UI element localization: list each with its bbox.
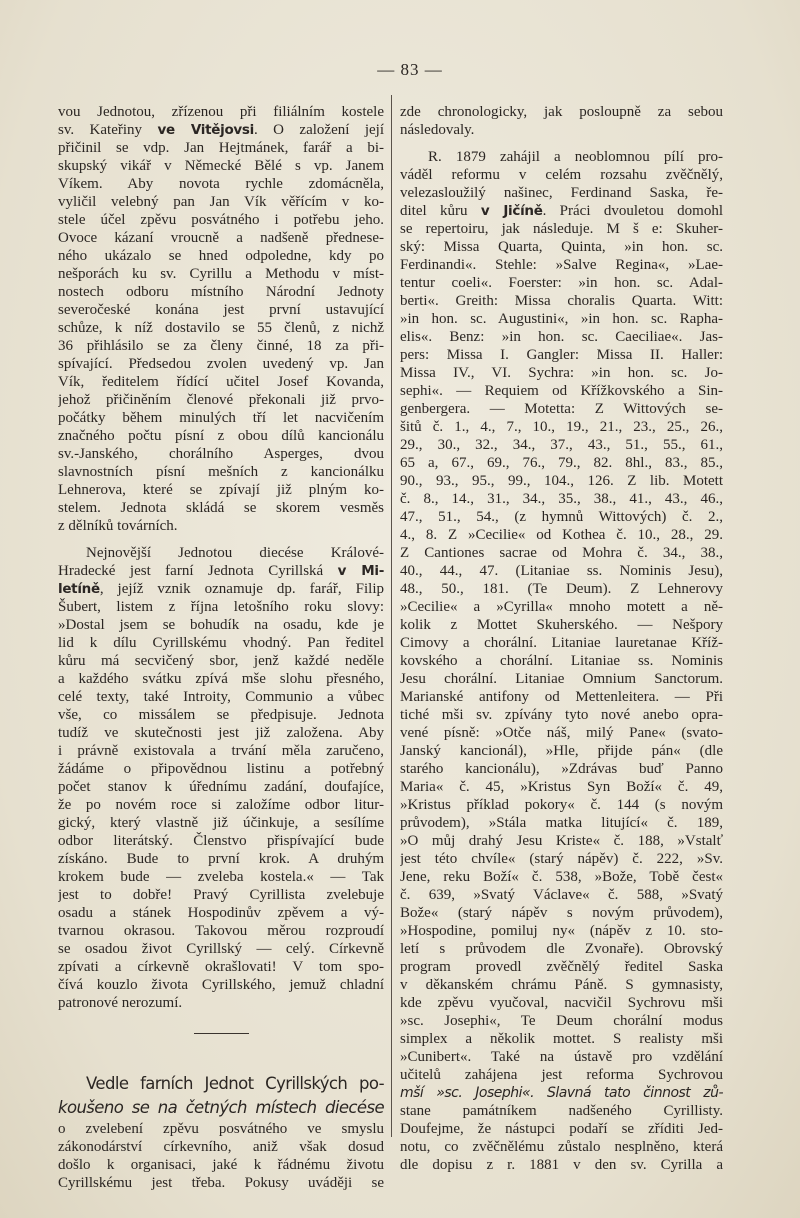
text-line: z dělníků továrních. xyxy=(58,518,178,534)
text-line: jest to dobře! Pravý Cyrillista zvelebuje xyxy=(58,887,384,903)
text-line: 4., 8. Z »Cecilie« od Kothea č. 10., 28., 29. xyxy=(400,527,723,543)
text-line: 36 přihlásilo se za členy činné, 18 za při- xyxy=(58,338,384,354)
text-line xyxy=(58,580,384,598)
text-line: genbergera. — Motetta: Z Wittových se- xyxy=(400,401,723,417)
paragraph xyxy=(58,544,384,1012)
emphasized-place-name: v Jičíně xyxy=(480,203,543,219)
text-line: Nejnovější Jednotou diecése Králové- xyxy=(86,545,384,561)
text-line: simplex a několik mottet. S realisty mši xyxy=(400,1031,723,1047)
text-line: notu, co zvěčnělému zůstalo nesplněno, která xyxy=(400,1139,723,1155)
text-segment: Vedle farních Jednot Cyrillských po- xyxy=(86,1074,384,1093)
text-line: kolik z Mottet Skuherského. — Nešpory xyxy=(400,617,723,633)
text-line: Ovoce kázaní vroucně a nadšeně přednese- xyxy=(58,230,384,246)
text-line: počet stanov k úřednímu zadání, doufajíce, xyxy=(58,779,384,795)
text-segment: . Práci dvouletou domohl xyxy=(542,203,723,219)
text-line: slavnostních písní mešních z kancionálku xyxy=(58,464,384,480)
text-line: získáno. Bude to první krok. A druhým xyxy=(58,851,384,867)
text-line: jest této chvíle« (starý nápěv) č. 222, »Sv. xyxy=(400,851,723,867)
text-line: gický, který vlastně již účinkuje, a sesílíme xyxy=(58,815,384,831)
text-line: stele účel zpěvu posvátného i potřebu jeho. xyxy=(58,212,384,228)
text-line: spívající. Předsedou zvolen uvedený vp. Jan xyxy=(58,356,384,372)
text-line: i právně existovala a trvání měla zaručeno, xyxy=(58,743,384,759)
section-divider-rule xyxy=(194,1033,249,1034)
text-line: a každého svátku zpívá mše slohu přesného, xyxy=(58,671,384,687)
text-line: Víkem. Aby novota rychle zdomácněla, xyxy=(58,176,384,192)
text-line: Marianské antifony od Mettenleitera. — Při xyxy=(400,689,723,705)
text-line: Bože« (starý nápěv s novým průvodem), xyxy=(400,905,723,921)
text-line: jehož přičiněním členové překonali již prvo- xyxy=(58,392,384,408)
text-line: přičinil se vdp. Jan Hejtmánek, farář a bi- xyxy=(58,140,384,156)
text-line: starého kancionálu), »Zdrávas buď Panno xyxy=(400,761,723,777)
text-line xyxy=(58,1096,384,1120)
text-line: že po novém roce si založíme odbor litur- xyxy=(58,797,384,813)
text-line: 40., 44., 47. (Litaniae ss. Nominis Jesu), xyxy=(400,563,723,579)
text-line: nešporách ku sv. Cyrillu a Methodu v míst- xyxy=(58,266,384,282)
left-column xyxy=(58,103,384,1192)
text-line: »Cecilie« a »Cyrilla« mnoho motett a ně- xyxy=(400,599,723,615)
text-segment: koušeno se na četných místech diecése xyxy=(58,1098,384,1117)
column-divider xyxy=(391,95,392,1137)
text-line: nostech odboru místního Národní Jednoty xyxy=(58,284,384,300)
text-line: kde zpěvu vyučoval, nacvičil Sychrovu mši xyxy=(400,995,723,1011)
text-line: stelem. Jednota skládá se skorem vesměs xyxy=(58,500,384,516)
text-segment: . O založení její xyxy=(254,122,384,138)
text-segment: mší »sc. Josephi«. Slavná tato činnost zů- xyxy=(400,1085,723,1101)
text-line: letí s průvodem dle Zvonaře). Obrovský xyxy=(400,941,723,957)
text-line xyxy=(58,1072,384,1096)
text-line: lid k dílu Cyrillskému vhodný. Pan ředitel xyxy=(58,635,384,651)
text-line: Cyrillskému jest třeba. Pokusy uváději se xyxy=(58,1175,384,1191)
text-line xyxy=(400,1084,723,1102)
text-line: počátky během minulých tří let nacvičením xyxy=(58,410,384,426)
text-line: průvodem), »Stála matka litující« č. 189, xyxy=(400,815,723,831)
text-line: R. 1879 zahájil a neoblomnou pílí pro- xyxy=(428,149,723,165)
text-line: Z Cantiones sacrae od Mohra č. 34., 38., xyxy=(400,545,723,561)
text-line: »in hon. sc. Augustini«, »in hon. sc. Rapha- xyxy=(400,311,723,327)
paragraph xyxy=(400,148,723,1174)
text-line: č. 639, »Svatý Václave« č. 588, »Svatý xyxy=(400,887,723,903)
text-line: tudíž ve skutečnosti jest již založena. Aby xyxy=(58,725,384,741)
text-line: »Kristus příklad pokory« č. 144 (s novým xyxy=(400,797,723,813)
text-line: sephi«. — Requiem od Křížkovského a Sin- xyxy=(400,383,723,399)
text-line: 47., 51., 54., (z hymnů Wittových) č. 2., xyxy=(400,509,723,525)
text-line: značného počtu písní z obou dílů kancionálu xyxy=(58,428,384,444)
text-line: následovaly. xyxy=(400,122,475,138)
text-line: »Cunibert«. Také na ústavě pro vzdělání xyxy=(400,1049,723,1065)
text-line: program provedl zvěčnělý ředitel Saska xyxy=(400,959,723,975)
text-line: Lehnerova, které se zpívají již plným ko- xyxy=(58,482,384,498)
emphasized-place-name: v Mi- xyxy=(337,563,384,579)
text-line: ného ukázalo se hned odpoledne, kdy po xyxy=(58,248,384,264)
text-line: 29., 30., 32., 34., 37., 43., 51., 55., 61., xyxy=(400,437,723,453)
text-line: zákonodárství církevního, aniž však dosud xyxy=(58,1139,384,1155)
paragraph xyxy=(400,103,723,139)
text-line: zde chronologicky, jak posloupně za sebou xyxy=(400,104,723,120)
text-line xyxy=(58,121,384,139)
text-line: odbor literátský. Členstvo přispívající bude xyxy=(58,833,384,849)
text-line: pers: Missa I. Gangler: Missa II. Haller: xyxy=(400,347,723,363)
right-column xyxy=(400,103,723,1174)
text-line: vené písně: »Otče náš, milý Pane« (svato- xyxy=(400,725,723,741)
text-line: velezasloužilý našinec, Ferdinand Saska, ře- xyxy=(400,185,723,201)
text-line: tiché mši sv. zpívány tyto nové anebo opra- xyxy=(400,707,723,723)
text-line: schůze, k níž dostavilo se 55 členů, z nichž xyxy=(58,320,384,336)
text-line: Janský kancionál), »Hle, přijde pán« (dle xyxy=(400,743,723,759)
text-line: č. 8., 14., 31., 34., 35., 38., 41., 43., 46., xyxy=(400,491,723,507)
text-line: 48., 50., 181. (Te Deum). Z Lehnerovy xyxy=(400,581,723,597)
text-segment: , jejíž vznik oznamuje dp. farář, Filip xyxy=(99,581,384,597)
text-line: tentur coeli«. Foerster: »in hon. sc. Adal- xyxy=(400,275,723,291)
text-line: Missa IV., VI. Sychra: »in hon. sc. Jo- xyxy=(400,365,723,381)
emphasized-place-name: ve Vitějovsi xyxy=(157,122,254,138)
paragraph xyxy=(58,103,384,535)
text-line: 90., 93., 95., 99., 104., 126. Z lib. Motett xyxy=(400,473,723,489)
paragraph xyxy=(58,1072,384,1192)
text-line: skupský vikář v Německé Bělé s vp. Janem xyxy=(58,158,384,174)
text-line: Ferdinandi«. Stehle: »Salve Regina«, »Lae- xyxy=(400,257,723,273)
text-line: žádáme o připovědnou listinu a potřebný xyxy=(58,761,384,777)
text-line: o zvelebení zpěvu posvátného ve smyslu xyxy=(58,1121,384,1137)
text-line: elis«. Benz: »in hon. sc. Caeciliae«. Jas- xyxy=(400,329,723,345)
text-line: vou Jednotou, zřízenou při filiálním kostele xyxy=(58,104,384,120)
text-line: Doufejme, že nástupci podaří se zříditi Jed- xyxy=(400,1121,723,1137)
text-line: učitelů zahájena jest reforma Sychrovou xyxy=(400,1067,723,1083)
text-line: kovského a chorální. Litaniae ss. Nominis xyxy=(400,653,723,669)
text-line: severočeské konána jest první ustavující xyxy=(58,302,384,318)
text-line: 65 a, 67., 69., 76., 79., 82. 8hl., 83., 85., xyxy=(400,455,723,471)
text-line: »O můj drahý Jesu Kriste« č. 188, »Vstalť xyxy=(400,833,723,849)
text-line: »Dostal jsem se bohudík na osadu, kde je xyxy=(58,617,384,633)
text-line: kůru má secvičený sbor, jenž každé neděle xyxy=(58,653,384,669)
text-line: krokem bude — zveleba kostela.« — Tak xyxy=(58,869,384,885)
text-line: »sc. Josephi«, Te Deum chorální modus xyxy=(400,1013,723,1029)
text-line: váděl reformu v celém rozsahu zvěčnělý, xyxy=(400,167,723,183)
text-line: ský: Missa Quarta, Quinta, »in hon. sc. xyxy=(400,239,723,255)
text-line: vyličil velebný pan Jan Vík věřícím v ko- xyxy=(58,194,384,210)
text-line: berti«. Greith: Missa choralis Quarta. Witt: xyxy=(400,293,723,309)
text-line: sv.-Janského, chorálního Asperges, dvou xyxy=(58,446,384,462)
text-line: Cimovy a chorální. Litaniae lauretanae Kříž- xyxy=(400,635,723,651)
text-segment: ditel kůru xyxy=(400,203,481,219)
text-line: Maria« č. 45, »Kristus Syn Boží« č. 49, xyxy=(400,779,723,795)
text-segment: sv. Kateřiny xyxy=(58,122,158,138)
text-line: zpívati a církevně okrašlovati! V tom spo- xyxy=(58,959,384,975)
text-segment: Hradecké jest farní Jednota Cyrillská xyxy=(58,563,338,579)
text-line: Jene, reku Boží« č. 538, »Bože, Tobě čest« xyxy=(400,869,723,885)
text-line: vše, co missálem se předpisuje. Jednota xyxy=(58,707,384,723)
text-line: dle dopisu z r. 1881 v den sv. Cyrilla a xyxy=(400,1157,723,1173)
text-line: patronové nerozumí. xyxy=(58,995,183,1011)
text-line xyxy=(58,562,384,580)
text-line: šitů č. 1., 4., 7., 10., 19., 21., 23., 25., 26., xyxy=(400,419,723,435)
text-line: Šubert, listem z října letošního roku slovy: xyxy=(58,599,384,615)
text-line: se osadou život Cyrillský — celý. Církevně xyxy=(58,941,384,957)
text-line: stane památníkem nadšeného Cyrillisty. xyxy=(400,1103,723,1119)
text-line: se repertoiru, jak následuje. M š e: Skuher- xyxy=(400,221,723,237)
emphasized-place-name: letíně xyxy=(58,581,100,597)
text-line xyxy=(400,202,723,220)
text-line: tvarnou okrasou. Takovou měrou rozproudí xyxy=(58,923,384,939)
text-line: Vík, ředitelem řídící učitel Josef Kovanda, xyxy=(58,374,384,390)
text-line: celé texty, také Introity, Communio a vůbec xyxy=(58,689,384,705)
text-line: čívá kouzlo života Cyrillského, jemuž chladní xyxy=(58,977,384,993)
text-line: »Hospodine, pomiluj ny« (nápěv z 10. sto- xyxy=(400,923,723,939)
page-number: — 83 — xyxy=(377,60,443,79)
text-line: došlo k organisaci, jaké k řádnému životu xyxy=(58,1157,384,1173)
text-line: Jesu chorální. Litaniae Omnium Sanctorum. xyxy=(400,671,723,687)
text-line: osadu a stánek Hospodinův zpěvem a vý- xyxy=(58,905,384,921)
text-line: v děkanském chrámu Páně. S gymnasisty, xyxy=(400,977,723,993)
